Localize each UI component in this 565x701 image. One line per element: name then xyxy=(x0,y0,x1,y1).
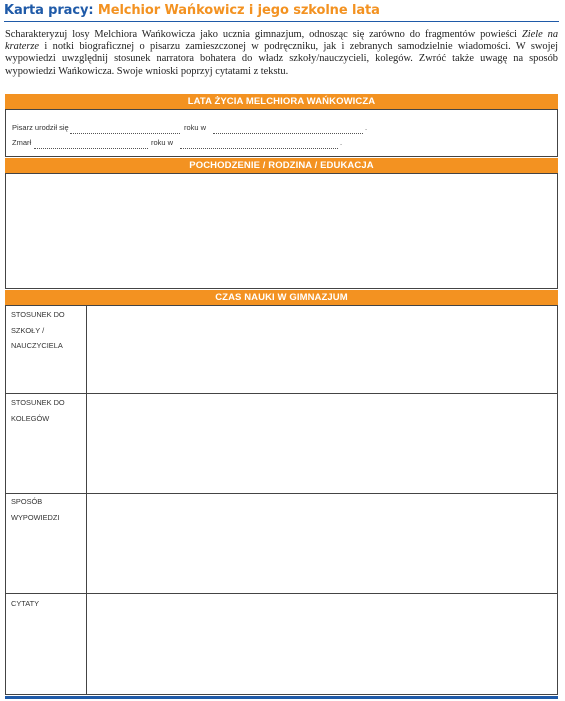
born-date-field[interactable] xyxy=(70,133,180,134)
answer-quotes[interactable] xyxy=(87,594,557,694)
answer-classmates[interactable] xyxy=(87,394,557,492)
died-end-dot: . xyxy=(340,138,343,147)
row-label-quotes: CYTATY xyxy=(11,599,40,608)
worksheet-title xyxy=(4,3,380,18)
row-label-school-teachers: STOSUNEK DO SZKOŁY / NAUCZYCIELA xyxy=(11,310,65,350)
born-year-label: roku w xyxy=(184,123,207,132)
worksheet-title-prefix: Karta pracy: xyxy=(4,3,94,18)
origin-answer-area[interactable] xyxy=(5,173,558,289)
instructions-text-part1: Scharakteryzuj losy Melchiora Wańkowicza jako ucznia gimnazjum, odnosząc się zarówno do fragmentów powieści xyxy=(5,29,522,40)
died-label: Zmarł xyxy=(12,138,32,147)
born-end-dot: . xyxy=(365,123,368,132)
died-date-field[interactable] xyxy=(34,148,148,149)
instructions-book-title: Ziele na kraterze xyxy=(5,29,559,53)
row-label-speech-style: SPOSÓB WYPOWIEDZI xyxy=(11,497,60,522)
section-header-life-years: LATA ŻYCIA MELCHIORA WAŃKOWICZA xyxy=(5,94,558,109)
bottom-accent-bar xyxy=(5,696,558,699)
died-year-label: roku w xyxy=(151,138,174,147)
row-label-classmates: STOSUNEK DO KOLEGÓW xyxy=(11,398,65,423)
instructions-paragraph xyxy=(5,29,558,78)
section-header-origin: POCHODZENIE / RODZINA / EDUKACJA xyxy=(5,158,558,173)
born-label: Pisarz urodził się xyxy=(12,123,69,132)
worksheet-title-text: Melchior Wańkowicz i jego szkolne lata xyxy=(97,3,380,18)
answer-school-teachers[interactable] xyxy=(87,306,557,392)
instructions-text-part2: i notki biograficznej o pisarzu zamieszczonej w podręczniku, jak i zebranych samodzielnie wiadomości. W swojej wypowiedzi uwzględnij stosunek narratora bohatera do władz szkoły/nauczycieli, kolegów. Zwróć także uwagę na sposób wypowiedzi Wańkowicza. Swoje wnioski poprzyj cytatami z tekstu. xyxy=(5,41,558,77)
title-divider xyxy=(4,21,559,22)
died-place-field[interactable] xyxy=(180,148,338,149)
born-place-field[interactable] xyxy=(213,133,363,134)
answer-speech-style[interactable] xyxy=(87,494,557,592)
life-years-box xyxy=(5,109,558,157)
section-header-school: CZAS NAUKI W GIMNAZJUM xyxy=(5,290,558,305)
